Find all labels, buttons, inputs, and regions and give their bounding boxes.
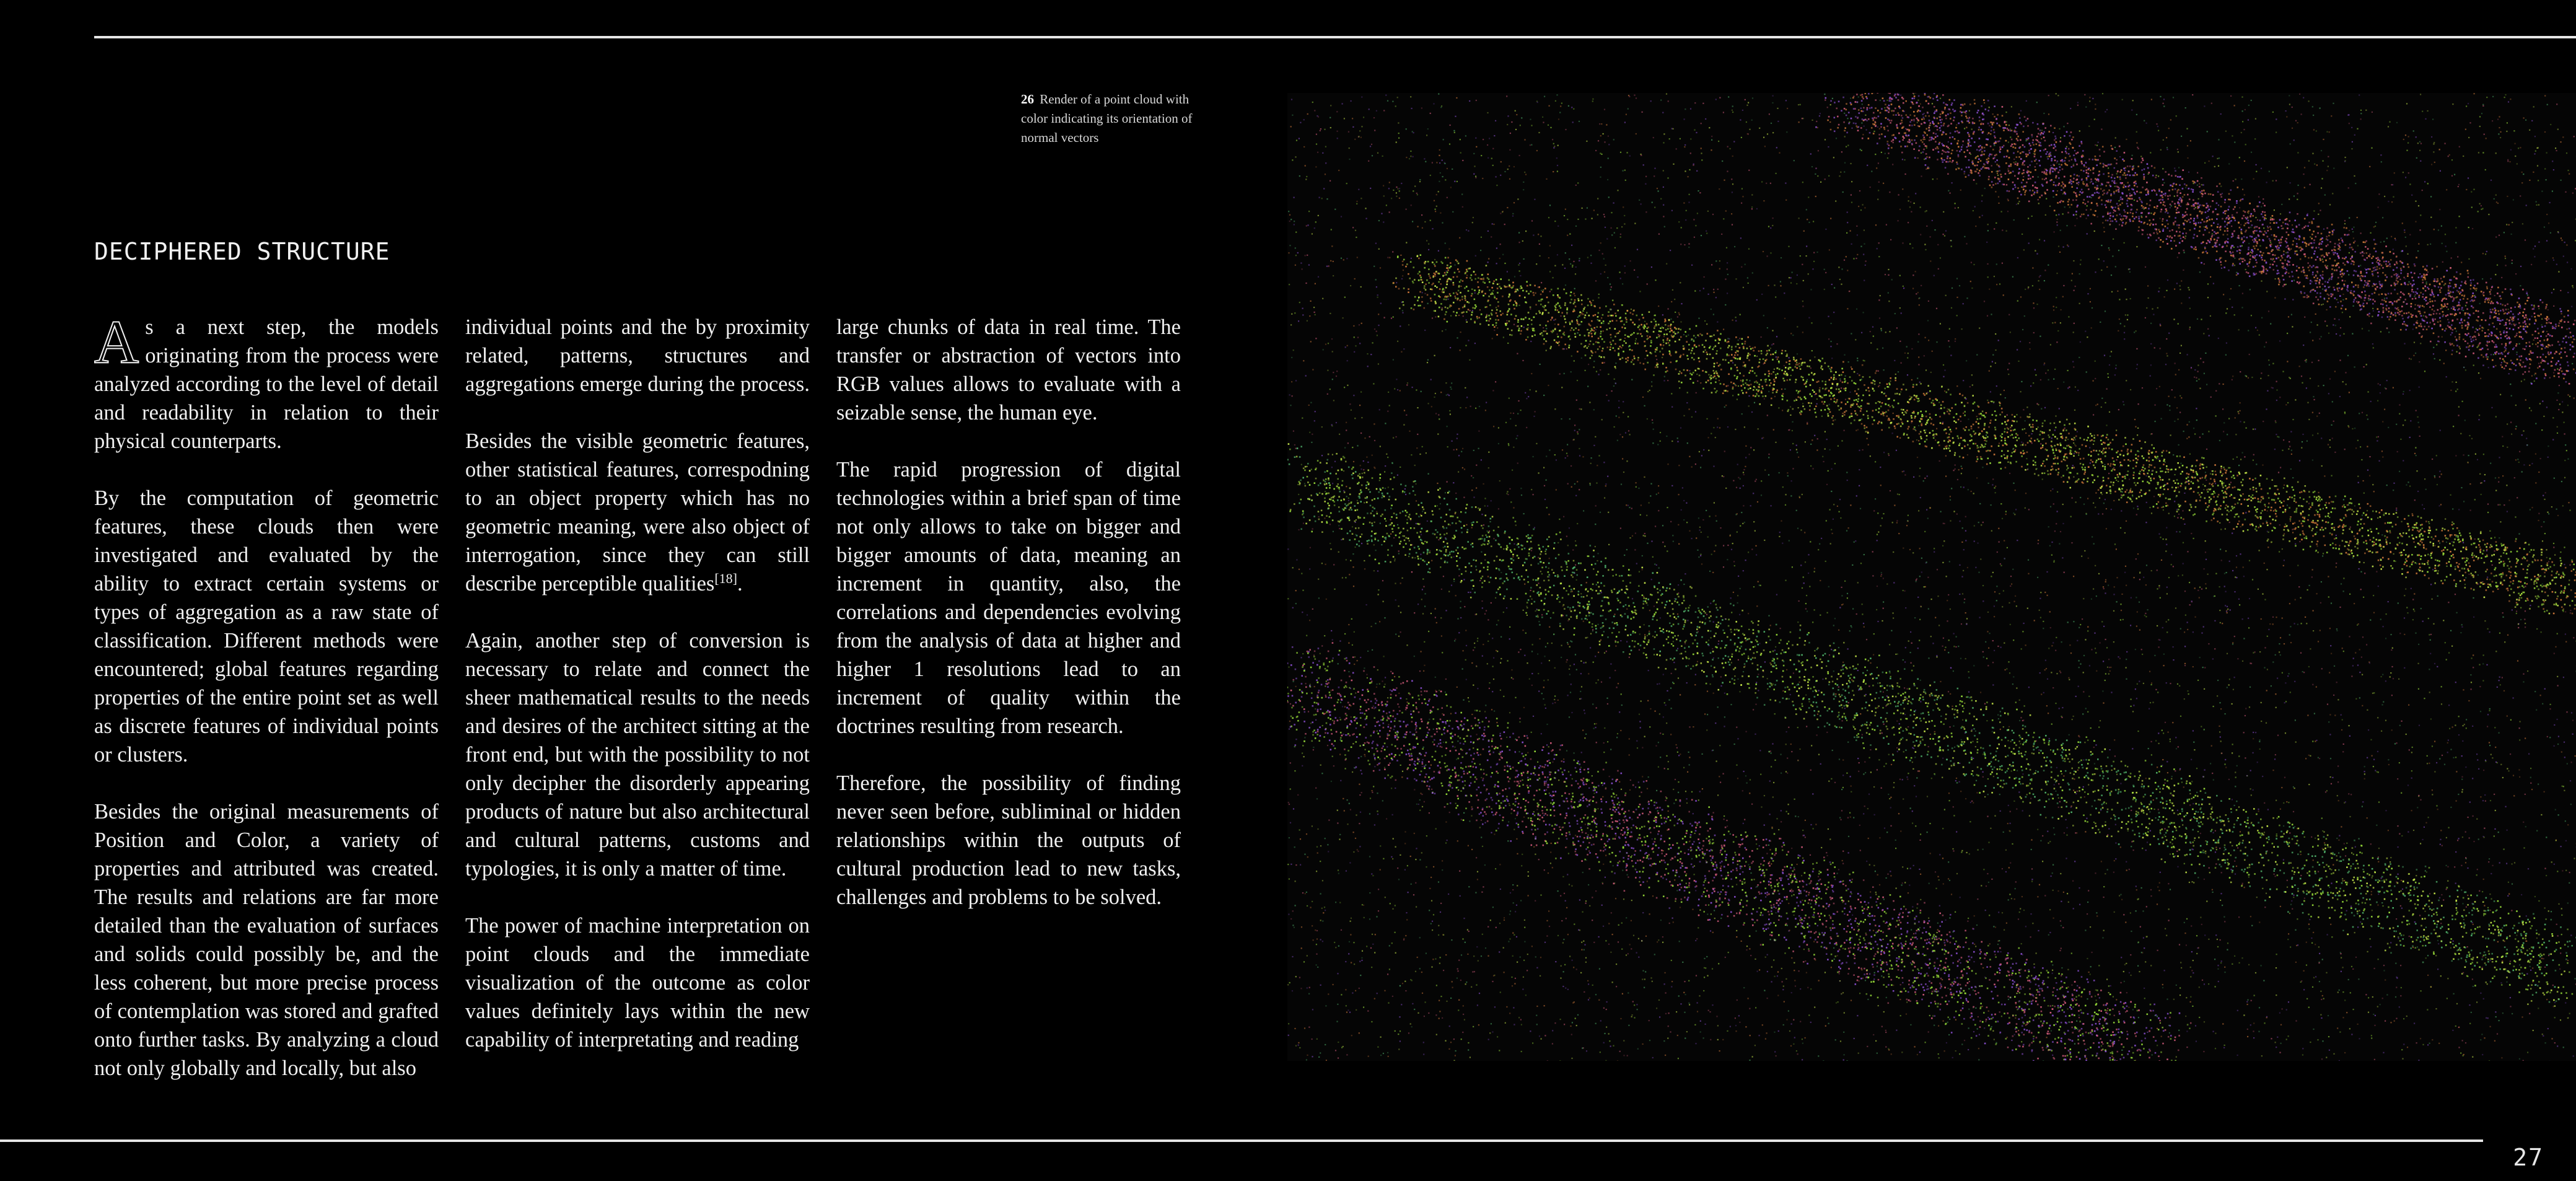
- paragraph: Therefore, the possibility of finding never seen before, subliminal or hidden relationships within the outputs of cultural production lead to new tasks, challenges and problems to be solved.: [836, 769, 1181, 911]
- point-cloud-render: [1287, 93, 2576, 1061]
- paragraph-end: .: [737, 572, 743, 595]
- text-column-3: [836, 313, 1181, 940]
- figure-number: 26: [1021, 92, 1034, 107]
- figure-caption-text: Render of a point cloud with color indicating its orientation of normal vectors: [1021, 92, 1192, 145]
- top-rule: [94, 36, 2576, 38]
- paragraph-text: s a next step, the models originating from the process were analyzed according to the level of detail and readability in relation to their physical counterparts.: [94, 315, 439, 453]
- paragraph: By the computation of geometric features, these clouds then were investigated and evaluated by the ability to extract certain systems or types of aggregation as a raw state of classification. Different methods were encountered; global features regarding properties of the entire point set as well as discrete features of individual points or clusters.: [94, 484, 439, 769]
- drop-cap: A: [94, 317, 139, 367]
- point-cloud-image: [1287, 93, 2576, 1061]
- paragraph: The power of machine interpretation on point clouds and the immediate visualization of the outcome as color values definitely lays within the new capability of interpretating and reading: [465, 911, 810, 1054]
- paragraph: Again, another step of conversion is necessary to relate and connect the sheer mathematical results to the needs and desires of the architect sitting at the front end, but with the possibility to not only decipher the disorderly appearing products of nature but also architectural and cultural patterns, customs and typologies, it is only a matter of time.: [465, 626, 810, 883]
- page-number: 27: [2513, 1142, 2544, 1173]
- paragraph: The rapid progression of digital technologies within a brief span of time not only allows to take on bigger and bigger amounts of data, meaning an increment in quantity, also, the correlations and dependencies evolving from the analysis of data at higher and higher 1 resolutions lead to an increment of quality within the doctrines resulting from research.: [836, 455, 1181, 740]
- paragraph: [465, 427, 810, 598]
- text-column-2: [465, 313, 810, 1082]
- text-column-1: [94, 313, 439, 1111]
- paragraph: [94, 313, 439, 455]
- paragraph-text: Besides the visible geometric features, other statistical features, correspodning to an object property which has no geometric meaning, were also object of interrogation, since they can still describe perceptible qualities: [465, 429, 810, 595]
- paragraph: large chunks of data in real time. The transfer or abstraction of vectors into RGB values allows to evaluate with a seizable sense, the human eye.: [836, 313, 1181, 427]
- paragraph: individual points and the by proximity related, patterns, structures and aggregations emerge during the process.: [465, 313, 810, 398]
- reference-marker: [18]: [714, 571, 737, 586]
- section-title: DECIPHERED STRUCTURE: [94, 238, 390, 265]
- figure-caption: [1021, 90, 1194, 147]
- paragraph: Besides the original measurements of Position and Color, a variety of properties and attributed was created. The results and relations are far more detailed than the evaluation of surfaces and solids could possibly be, and the less coherent, but more precise process of contemplation was stored and grafted onto further tasks. By analyzing a cloud not only globally and locally, but also: [94, 797, 439, 1082]
- bottom-rule: [0, 1139, 2483, 1142]
